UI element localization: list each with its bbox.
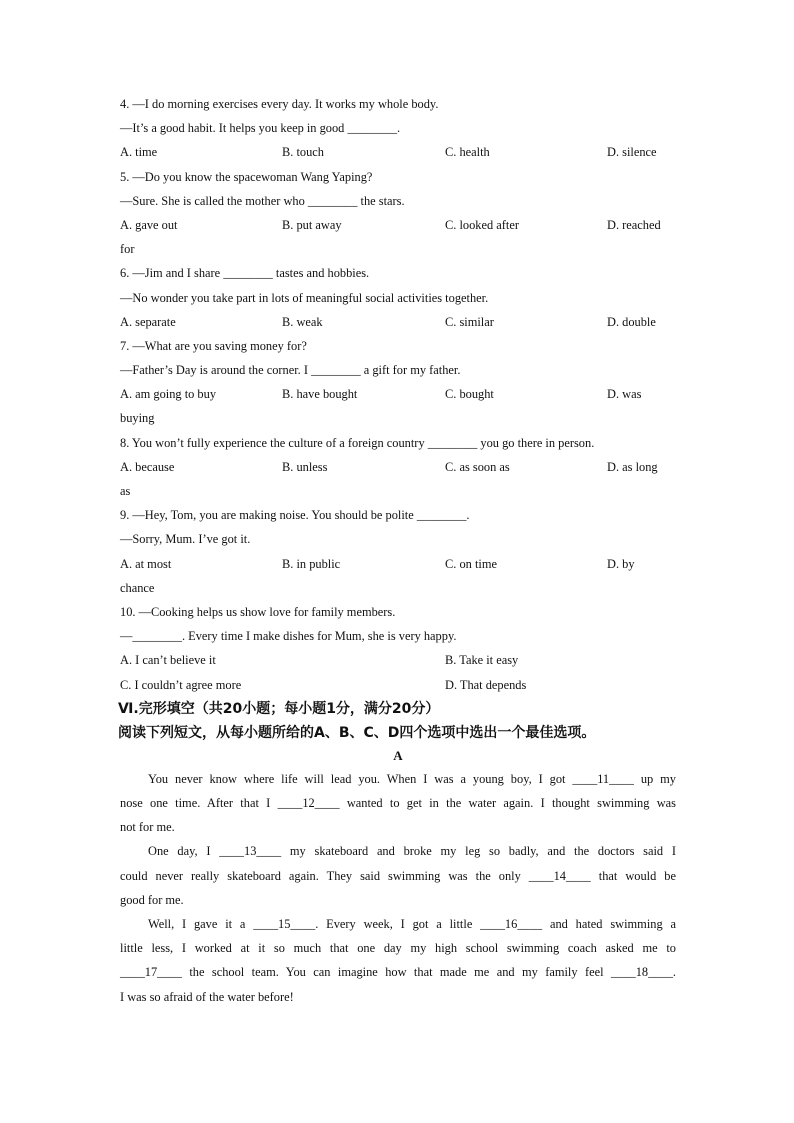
option-b[interactable]: B. unless <box>282 459 328 474</box>
option-a[interactable]: A. at most <box>120 556 172 571</box>
options-row <box>120 213 676 237</box>
question-7 <box>120 334 676 431</box>
question-5 <box>120 165 676 262</box>
option-c[interactable]: C. similar <box>445 314 494 329</box>
option-b[interactable]: B. have bought <box>282 387 358 402</box>
question-stem: 4. —I do morning exercises every day. It works my whole body. <box>120 97 439 111</box>
question-stem: —Father’s Day is around the corner. I ________ a gift for my father. <box>120 363 461 378</box>
question-9 <box>120 503 676 600</box>
question-stem: —________. Every time I make dishes for Mum, she is very happy. <box>120 629 457 644</box>
option-c[interactable]: C. on time <box>445 556 497 571</box>
option-d[interactable]: D. by <box>607 556 635 571</box>
question-stem: 8. You won’t fully experience the culture of a foreign country ________ you go there in person. <box>120 435 595 450</box>
passage-line: good for me. <box>120 892 184 907</box>
options-row <box>120 673 676 697</box>
question-stem: 10. —Cooking helps us show love for family members. <box>120 604 396 619</box>
option-continuation: buying <box>120 411 155 426</box>
option-c[interactable]: C. I couldn’t agree more <box>120 677 242 692</box>
passage-line: little less, I worked at it so much that one day my high school swimming coach asked me to <box>120 941 676 956</box>
section-instruction: 阅读下列短文，从每小题所给的A、B、C、D四个选项中选出一个最佳选项。 <box>118 724 596 741</box>
option-d[interactable]: D. silence <box>607 145 657 160</box>
option-b[interactable]: B. in public <box>282 556 341 571</box>
question-stem: 9. —Hey, Tom, you are making noise. You should be polite ________. <box>120 508 470 523</box>
option-a[interactable]: A. am going to buy <box>120 387 217 402</box>
exam-page <box>120 92 676 1009</box>
option-a[interactable]: A. because <box>120 459 175 474</box>
question-8 <box>120 431 676 504</box>
option-d[interactable]: D. as long <box>607 459 658 474</box>
passage-label: A <box>393 747 403 763</box>
option-a[interactable]: A. separate <box>120 314 176 329</box>
option-d[interactable]: D. reached <box>607 217 661 232</box>
option-a[interactable]: A. time <box>120 145 158 160</box>
options-row <box>120 140 676 164</box>
passage-line: One day, I ____13____ my skateboard and broke my leg so badly, and the doctors said I <box>148 844 676 859</box>
passage-line: nose one time. After that I ____12____ wanted to get in the water again. I thought swimming was <box>120 795 676 810</box>
option-b[interactable]: B. Take it easy <box>445 653 519 668</box>
option-b[interactable]: B. put away <box>282 217 342 232</box>
option-b[interactable]: B. touch <box>282 145 324 160</box>
option-b[interactable]: B. weak <box>282 314 323 329</box>
passage-paragraph <box>120 912 676 1009</box>
passage-line: could never really skateboard again. They said swimming was the only ____14____ that would be <box>120 868 676 883</box>
passage-line: You never know where life will lead you. When I was a young boy, I got ____11____ up my <box>148 771 676 786</box>
passage-line: Well, I gave it a ____15____. Every week, I got a little ____16____ and hated swimming a <box>148 916 676 931</box>
option-a[interactable]: A. I can’t believe it <box>120 653 216 668</box>
option-d[interactable]: D. That depends <box>445 677 527 692</box>
passage-paragraph <box>120 839 676 912</box>
options-row <box>120 310 676 334</box>
option-continuation: as <box>120 484 131 498</box>
question-stem: —Sure. She is called the mother who ________ the stars. <box>120 193 405 208</box>
question-stem: —Sorry, Mum. I’ve got it. <box>120 532 251 547</box>
passage-paragraph <box>120 767 676 840</box>
question-stem: —It’s a good habit. It helps you keep in good ________. <box>120 121 401 136</box>
option-c[interactable]: C. as soon as <box>445 459 510 474</box>
option-continuation: for <box>120 242 135 257</box>
question-stem: 6. —Jim and I share ________ tastes and hobbies. <box>120 266 370 281</box>
question-4 <box>120 92 676 165</box>
option-c[interactable]: C. health <box>445 145 490 160</box>
question-stem: —No wonder you take part in lots of meaningful social activities together. <box>120 290 489 305</box>
options-row <box>120 382 676 406</box>
question-6 <box>120 261 676 334</box>
question-stem: 7. —What are you saving money for? <box>120 338 307 353</box>
passage-line: I was so afraid of the water before! <box>120 989 294 1004</box>
question-10 <box>120 600 676 697</box>
option-c[interactable]: C. bought <box>445 387 494 402</box>
options-row <box>120 455 676 479</box>
option-a[interactable]: A. gave out <box>120 217 178 232</box>
section-heading: Ⅵ.完形填空（共20小题；每小题1分，满分20分） <box>118 700 440 717</box>
option-c[interactable]: C. looked after <box>445 217 519 232</box>
option-continuation: chance <box>120 580 155 595</box>
question-stem: 5. —Do you know the spacewoman Wang Yaping? <box>120 169 373 184</box>
option-d[interactable]: D. double <box>607 314 656 329</box>
passage-line: ____17____ the school team. You can imagine how that made me and my family feel ____18____. <box>120 965 676 980</box>
option-d[interactable]: D. was <box>607 387 642 402</box>
options-row <box>120 648 676 672</box>
options-row <box>120 552 676 576</box>
passage-line: not for me. <box>120 820 175 835</box>
